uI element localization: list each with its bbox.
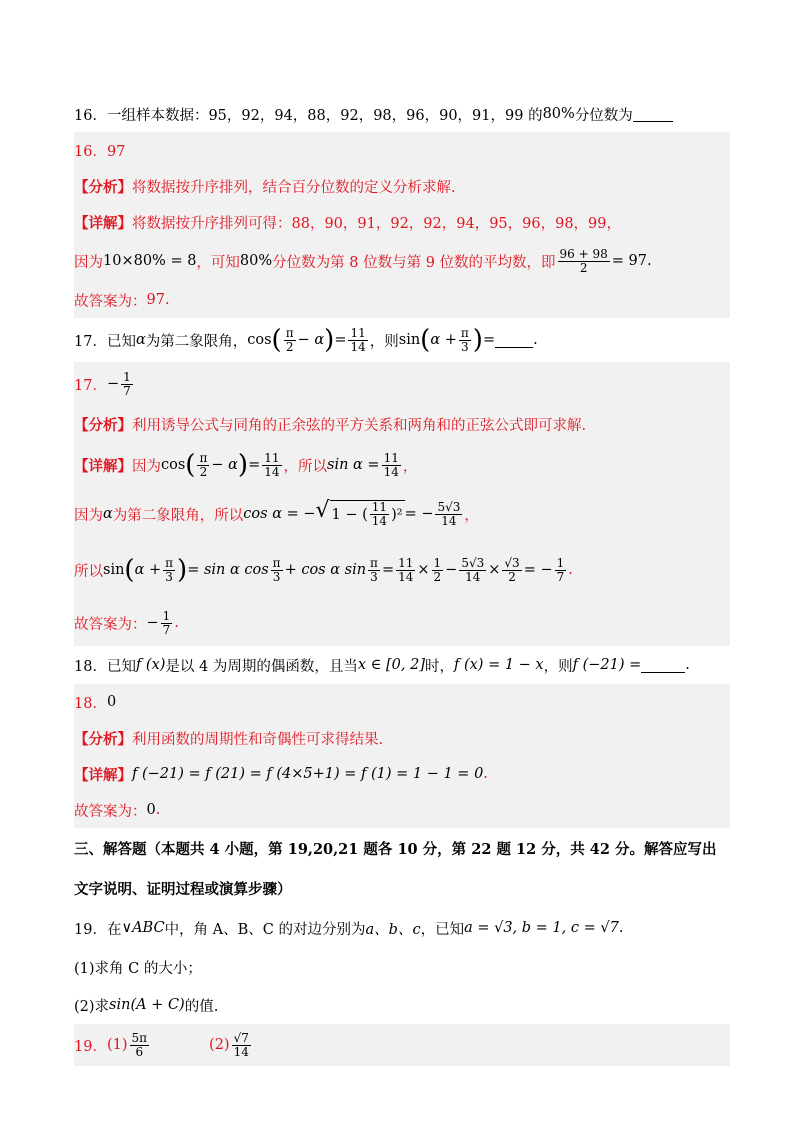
answer-blank[interactable] — [495, 333, 533, 348]
answer-19: 19． (1) $\frac{5\pi}{6}$ (2) $\frac{√7}{14}$ — [74, 1030, 249, 1059]
detail-17: 【详解】 因为 cos ( $\frac{\pi}{2}$ − α ) = $\frac{11}{14}$ ，所以 sin α = $\frac{11}{14}$ ， — [74, 450, 418, 480]
conclusion-17: 故答案为： − $\frac{1}{7}$ . — [74, 608, 179, 637]
section-heading-cont: 文字说明、证明过程或演算步骤） — [74, 880, 292, 898]
detail-16: 【详解】 将数据按升序排列可得：88，90，91，92，92，94，95，96，98，99， — [74, 214, 622, 232]
detail-17-cos: 因为 α 为第二象限角，所以 cos α = − √ 1 − ( $\frac{11}{14}$ )² = − $\frac{5√3}{14}$ ， — [74, 498, 479, 528]
detail-18: 【详解】 f (−21) = f (21) = f (4×5+1) = f (1) = 1 − 1 = 0 . — [74, 766, 488, 784]
detail-17-expand: 所以 sin ( α + $\frac{\pi}{3}$ ) = sin α cos $\frac{\pi}{3}$ + cos α sin $\frac{\pi}{3}$ = $\frac{11}{14}$ × $\frac{1}{2}$ − $\frac{5√3}{14}$ × $\frac{√3}{2}$ = − $\frac{1}{7}$ . — [74, 555, 573, 585]
answer-blank[interactable] — [641, 658, 685, 673]
question-19: 19．在 ∨ABC 中，角 A、B、C 的对边分别为 a、b、c ，已知 a = √3, b = 1, c = √7 . — [74, 920, 624, 938]
analysis-17: 【分析】 利用诱导公式与同角的正余弦的平方关系和两角和的正弦公式即可求解. — [74, 416, 587, 434]
analysis-16: 【分析】 将数据按升序排列，结合百分位数的定义分析求解. — [74, 178, 456, 196]
answer-block-18 — [74, 684, 730, 828]
conclusion-16: 故答案为： 97. — [74, 292, 170, 310]
answer-block-19 — [74, 1024, 730, 1066]
answer-16: 16．97 — [74, 143, 126, 160]
detail-16-cont: 因为 10×80% = 8 ，可知 80% 分位数为第 8 位数与第 9 位数的平均数，即 $\frac{96 + 98}{2}$ = 97 . — [74, 246, 652, 275]
answer-block-17 — [74, 362, 730, 646]
question-16: 16．一组样本数据：95，92，94，88，92，98，96，90，91，99 的 80% 分位数为 — [74, 96, 730, 132]
answer-blank[interactable] — [633, 107, 673, 122]
answer-17: 17． − $\frac{1}{7}$ — [74, 369, 131, 398]
analysis-18: 【分析】 利用函数的周期性和奇偶性可求得结果. — [74, 730, 384, 748]
question-19-part2: (2)求 sin(A + C) 的值. — [74, 997, 219, 1015]
question-17: 17．已知 α 为第二象限角， cos ( $\frac{\pi}{2}$ − α ) = $\frac{11}{14}$ ，则 sin ( α + $\frac{\pi}{3}$ ) = . — [74, 325, 538, 355]
answer-block-16 — [74, 132, 730, 318]
section-heading: 三、解答题（本题共 4 小题，第 19,20,21 题各 10 分，第 22 题 12 分，共 42 分。解答应写出 — [74, 840, 717, 858]
conclusion-18: 故答案为： 0 . — [74, 802, 161, 820]
fraction: $\frac{96 + 98}{2}$ — [559, 246, 608, 275]
document-page — [74, 96, 730, 1066]
question-19-part1: (1)求角 C 的大小； — [74, 960, 202, 977]
question-18: 18．已知 f (x) 是以 4 为周期的偶函数，且当 x ∈ [0, 2] 时， f (x) = 1 − x ，则 f (−21) = . — [74, 657, 690, 675]
answer-18: 18． 0 — [74, 694, 117, 712]
